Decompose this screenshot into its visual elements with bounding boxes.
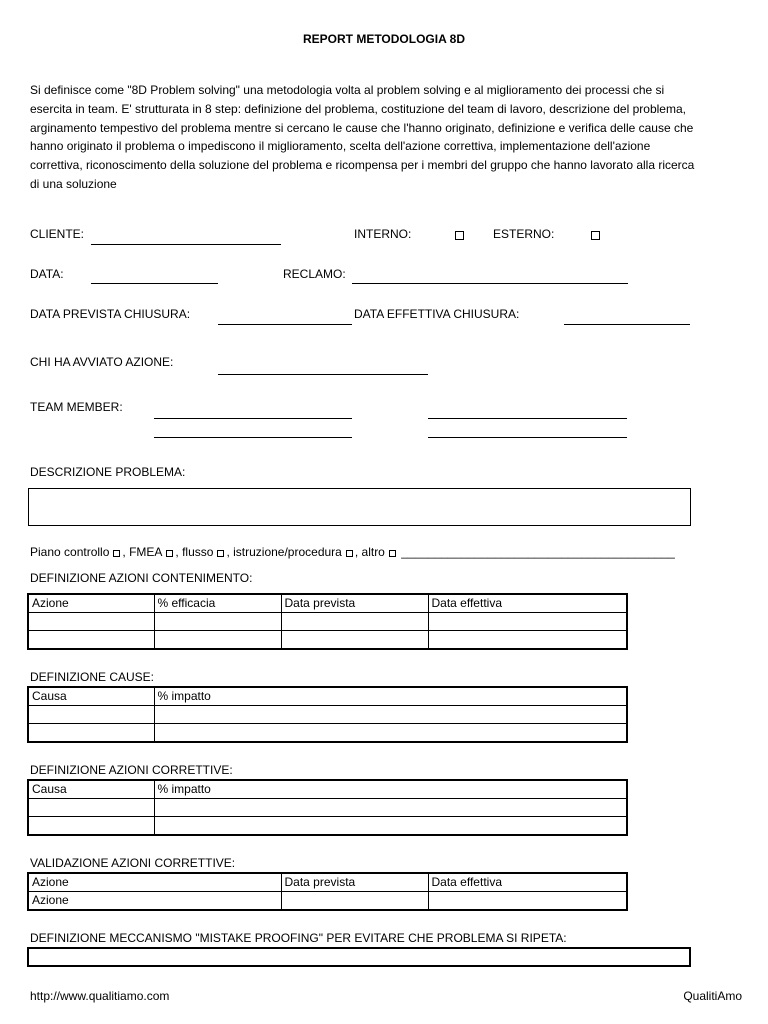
table-row [28,799,627,817]
header-cell: Azione [28,594,154,613]
source-istruzione: istruzione/procedura [233,545,342,559]
header-cell: Causa [28,687,154,706]
source-flusso: flusso [182,545,214,559]
table-row [28,892,627,911]
footer-brand: QualitiAmo [683,989,742,1003]
mistake-proofing-heading: DEFINIZIONE MECCANISMO "MISTAKE PROOFING" PER EVITARE CHE PROBLEMA SI RIPETA: [30,931,567,945]
validazione-heading: VALIDAZIONE AZIONI CORRETTIVE: [30,856,236,870]
table-cell[interactable] [154,799,627,817]
cause-table [27,686,628,743]
header-cell: Azione [28,873,281,892]
source-fmea: FMEA [129,545,163,559]
footer-url[interactable]: http://www.qualitiamo.com [30,989,170,1003]
header-cell: Data prevista [281,873,428,892]
source-altro: altro [361,545,385,559]
source-fmea-checkbox[interactable] [166,550,173,557]
validazione-table [27,872,628,911]
chi-ha-avviato-field[interactable] [218,374,428,375]
header-cell: % impatto [154,780,627,799]
team-member-label: TEAM MEMBER: [30,400,123,414]
reclamo-field[interactable] [352,283,628,284]
cliente-label: CLIENTE: [30,227,85,241]
contenimento-heading: DEFINIZIONE AZIONI CONTENIMENTO: [30,571,253,585]
intro-paragraph: Si definisce come "8D Problem solving" una metodologia volta al problem solving e al miglioramento dei processi che si esercita in team. E' strutturata in 8 step: definizione del problema, costituzione del team di lavoro, descrizione del problema, arginamento tempestivo del problema mentre si cercano le cause che l'hanno originato, definizione e verifica delle cause che hanno originato il problema o impediscono il miglioramento, scelta dell'azione correttiva, implementazione dell'azione correttiva, riconoscimento della soluzione del problema e ricompensa per i membri del gruppo che hanno lavorato alla ricerca di una soluzione [30,83,695,191]
table-cell[interactable] [281,892,428,911]
source-piano-controllo: Piano controllo [30,545,110,559]
table-cell[interactable] [28,799,154,817]
table-cell[interactable] [28,706,154,724]
source-options: Piano controllo , FMEA , flusso , istruzione/procedura , altro _________________________________________ [30,545,675,559]
contenimento-table [27,593,628,650]
header-cell: Data effettiva [428,873,627,892]
correttive-table [27,779,628,836]
team-member-field-4[interactable] [428,437,627,438]
table-cell[interactable] [154,724,627,743]
cliente-field[interactable] [91,244,281,245]
source-istruzione-checkbox[interactable] [346,550,353,557]
descrizione-problema-label: DESCRIZIONE PROBLEMA: [30,465,186,479]
header-cell: Data effettiva [428,594,627,613]
table-cell[interactable] [281,631,428,650]
table-cell[interactable] [28,631,154,650]
table-cell[interactable] [428,631,627,650]
header-cell: % impatto [154,687,627,706]
header-cell: % efficacia [154,594,281,613]
interno-checkbox[interactable] [455,231,464,240]
table-row [28,817,627,836]
header-cell: Data prevista [281,594,428,613]
table-header-row [28,873,627,892]
table-cell[interactable]: Azione [28,892,281,911]
table-cell[interactable] [154,817,627,836]
cause-heading: DEFINIZIONE CAUSE: [30,670,155,684]
table-row [28,706,627,724]
data-label: DATA: [30,267,64,281]
team-member-field-1[interactable] [154,418,352,419]
table-cell[interactable] [154,613,281,631]
table-cell[interactable] [428,892,627,911]
table-header-row [28,594,627,613]
table-cell[interactable] [28,613,154,631]
team-member-field-3[interactable] [154,437,352,438]
table-row [28,631,627,650]
source-piano-controllo-checkbox[interactable] [113,550,120,557]
data-prevista-chiusura-label: DATA PREVISTA CHIUSURA: [30,307,191,321]
table-row [28,724,627,743]
data-field[interactable] [91,283,218,284]
table-cell[interactable] [281,613,428,631]
table-cell[interactable] [154,706,627,724]
source-flusso-checkbox[interactable] [217,550,224,557]
data-prevista-chiusura-field[interactable] [218,324,352,325]
interno-label: INTERNO: [354,227,412,241]
header-cell: Causa [28,780,154,799]
mistake-proofing-box[interactable] [27,947,691,967]
table-cell[interactable] [28,724,154,743]
esterno-label: ESTERNO: [493,227,555,241]
correttive-heading: DEFINIZIONE AZIONI CORRETTIVE: [30,763,233,777]
source-altro-checkbox[interactable] [389,550,396,557]
table-cell[interactable] [28,817,154,836]
esterno-checkbox[interactable] [591,231,600,240]
page-title: REPORT METODOLOGIA 8D [302,32,465,46]
table-header-row [28,687,627,706]
data-effettiva-chiusura-label: DATA EFFETTIVA CHIUSURA: [354,307,520,321]
table-cell[interactable] [154,631,281,650]
descrizione-problema-box[interactable] [28,488,691,526]
chi-ha-avviato-label: CHI HA AVVIATO AZIONE: [30,355,174,369]
data-effettiva-chiusura-field[interactable] [564,324,690,325]
team-member-field-2[interactable] [428,418,627,419]
source-altro-blank[interactable]: _________________________________________ [401,545,675,559]
table-header-row [28,780,627,799]
reclamo-label: RECLAMO: [283,267,346,281]
table-row [28,613,627,631]
table-cell[interactable] [428,613,627,631]
